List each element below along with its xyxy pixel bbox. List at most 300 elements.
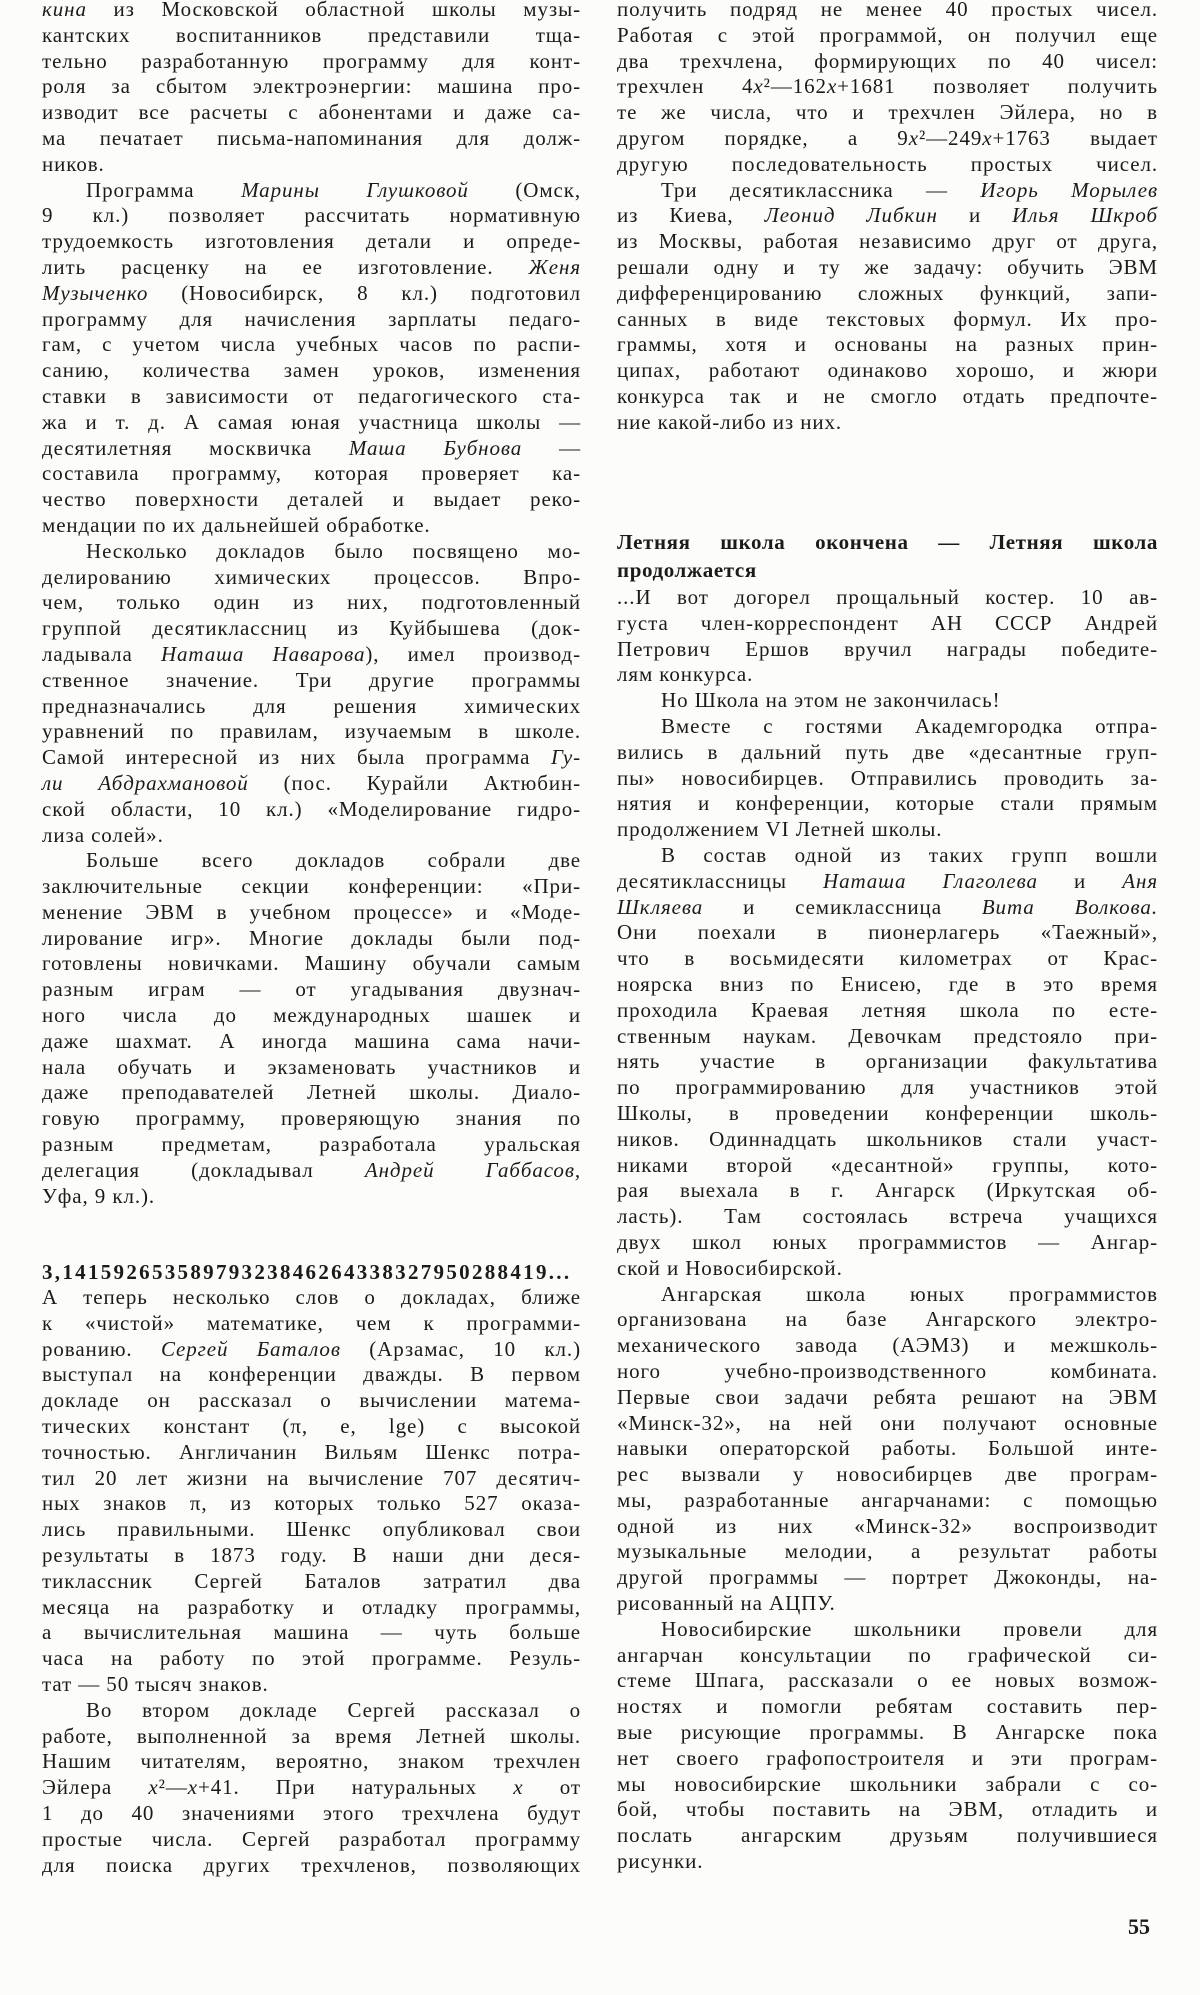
italic-text: Илья Шкроб	[1012, 203, 1158, 228]
text-line	[42, 951, 581, 977]
text-run: Работая с этой программой, он получил еще	[617, 22, 1158, 47]
italic-text: ли Абдрахмановой	[42, 770, 249, 795]
text-run: дифференцированию сложных функций, запи-	[617, 280, 1158, 305]
text-line	[42, 23, 581, 49]
italic-text: Наташа Наварова	[160, 641, 366, 666]
text-run: 9 кл.) позволяет рассчитать нормативную	[42, 203, 581, 228]
text-run: Три десятиклассника —	[661, 177, 981, 202]
text-line	[617, 1565, 1158, 1591]
text-line	[42, 203, 581, 229]
paragraph-first-line	[42, 848, 581, 874]
text-run: другую последовательность простых чисел.	[617, 151, 1158, 176]
text-line	[42, 1724, 581, 1750]
text-line	[42, 642, 581, 668]
text-line	[617, 384, 1158, 410]
text-run: группой десятиклассниц из Куйбышева (док-	[42, 616, 581, 641]
text-run: из Москвы, работая независимо друг от друга,	[617, 229, 1158, 254]
text-line	[617, 1127, 1158, 1153]
text-run: Петрович Ершов вручил награды победите-	[617, 636, 1158, 661]
text-run: нала обучать и экзаменовать участников и	[42, 1054, 581, 1079]
text-line	[617, 229, 1158, 255]
text-run: лям конкурса.	[617, 662, 754, 687]
text-run: и	[1037, 868, 1123, 893]
text-run: два трехчлена, формирующих по 40 чисел:	[617, 48, 1158, 73]
text-run: ного числа до международных шашек и	[42, 1003, 581, 1028]
text-run: +1681 позволяет получить	[837, 74, 1158, 99]
text-run: бой, чтобы поставить на ЭВМ, отладить и	[617, 1797, 1158, 1822]
text-line	[617, 1307, 1158, 1333]
text-run: (Омск,	[468, 177, 582, 202]
text-run: Больше всего докладов собрали две	[86, 848, 581, 873]
text-line	[42, 1311, 581, 1337]
italic-text: Андрей Габбасов,	[364, 1157, 581, 1182]
text-run: к «чистой» математике, чем к программи-	[42, 1310, 581, 1335]
text-run: ного учебно-производственного комбината.	[617, 1358, 1158, 1383]
text-run: организована на базе Ангарского электро-	[617, 1307, 1158, 1332]
text-run: ных знаков π, из которых только 527 оказа-	[42, 1491, 581, 1516]
text-run: менение ЭВМ в учебном процессе» и «Моде-	[42, 899, 581, 924]
text-run: одной из них «Минск-32» воспроизводит	[617, 1513, 1158, 1538]
italic-text: x	[148, 1775, 159, 1800]
text-run: лись правильными. Шенкс опубликовал свои	[42, 1517, 581, 1542]
text-run: что в восьмидесяти километрах от Крас-	[617, 946, 1158, 971]
text-line	[42, 565, 581, 591]
italic-text: x	[982, 125, 993, 150]
text-run: —	[522, 435, 581, 460]
text-run: даже преподавателей Летней школы. Диало-	[42, 1080, 581, 1105]
italic-text: Игорь Морылев	[980, 177, 1158, 202]
text-run: заключительные секции конференции: «При-	[42, 874, 581, 899]
text-run: продолжением VI Летней школы.	[617, 817, 943, 842]
text-run: ников.	[42, 151, 105, 176]
text-run: нять участие в организации факультатива	[617, 1049, 1158, 1074]
text-run: простые числа. Сергей разработал программу	[42, 1826, 581, 1851]
italic-text: Леонид Либкин	[764, 203, 938, 228]
text-line	[617, 972, 1158, 998]
text-line	[42, 1853, 581, 1879]
text-line	[42, 900, 581, 926]
heading-line: 3,14159265358979323846264338327950288419...	[42, 1260, 572, 1284]
text-run: и	[937, 203, 1013, 228]
text-line	[42, 487, 581, 513]
text-line	[42, 281, 581, 307]
text-run: +1763 выдает	[992, 125, 1159, 150]
text-run: работе, выполненной за время Летней школы.	[42, 1723, 581, 1748]
text-line	[617, 869, 1158, 895]
left-column-body-2	[42, 1285, 581, 1878]
text-run: чество поверхности деталей и выдает реко-	[42, 487, 581, 512]
text-line	[42, 1827, 581, 1853]
text-run: результаты в 1873 году. В наши дни деся-	[42, 1542, 581, 1567]
text-run: по программированию для участников этой	[617, 1075, 1158, 1100]
paragraph-first-line	[42, 178, 581, 204]
italic-text: x	[826, 74, 838, 99]
text-line	[42, 152, 581, 178]
text-run: тат — 50 тысяч знаков.	[42, 1671, 269, 1696]
text-line	[617, 126, 1158, 152]
right-column-body-2	[617, 585, 1158, 1875]
text-line	[617, 1385, 1158, 1411]
italic-text: Сергей Баталов	[160, 1336, 341, 1361]
text-run: решали одну и ту же задачу: обучить ЭВМ	[617, 254, 1158, 279]
text-run: Программа	[86, 177, 242, 202]
text-line	[42, 1388, 581, 1414]
text-run: даже шахмат. А иногда машина сама начи-	[42, 1028, 581, 1053]
text-run: тических констант (π, e, lge) с высокой	[42, 1413, 581, 1438]
text-line	[617, 1256, 1158, 1282]
text-run: ской области, 10 кл.) «Моделирование гидро-	[42, 796, 581, 821]
text-run: составила программу, которая проверяет ка-	[42, 461, 581, 486]
text-line	[617, 1694, 1158, 1720]
text-run: ангарчан консультации по графической си-	[617, 1642, 1158, 1667]
text-run: и семиклассница	[703, 894, 982, 919]
text-line	[42, 358, 581, 384]
text-run: ственное значение. Три другие программы	[42, 667, 581, 692]
text-line	[42, 1517, 581, 1543]
text-line	[42, 1003, 581, 1029]
text-line	[42, 1620, 581, 1646]
text-line	[617, 100, 1158, 126]
text-run: от	[523, 1775, 581, 1800]
text-run: ...И вот догорел прощальный костер. 10 ав-	[617, 585, 1158, 609]
text-run: послать ангарским друзьям получившиеся	[617, 1823, 1158, 1848]
text-line	[617, 1411, 1158, 1437]
text-line	[42, 1337, 581, 1363]
text-run: стеме Шпага, рассказали о ее новых возмож-	[617, 1668, 1158, 1693]
text-run: рованию.	[42, 1336, 161, 1361]
text-run: Школы, в проведении конференции школь-	[617, 1100, 1158, 1125]
text-line	[42, 49, 581, 75]
text-run: те же числа, что и трехчлен Эйлера, но в	[617, 100, 1158, 125]
text-run: ставки в зависимости от педагогического ста-	[42, 383, 581, 408]
text-line	[42, 1749, 581, 1775]
text-line	[617, 1539, 1158, 1565]
text-line	[617, 1101, 1158, 1127]
italic-text: x	[753, 74, 764, 99]
text-run: А теперь несколько слов о докладах, ближе	[42, 1285, 581, 1309]
text-run: получить подряд не менее 40 простых чисел.	[617, 0, 1158, 21]
text-run: месяца на разработку и отладку программы,	[42, 1594, 581, 1619]
text-run: чем, только один из них, подготовленный	[42, 590, 581, 615]
text-line	[42, 1595, 581, 1621]
text-run: навыки операторской работы. Большой инте-	[617, 1436, 1158, 1461]
text-line	[617, 152, 1158, 178]
italic-text: Марины Глушковой	[241, 177, 469, 202]
text-run: мы, разработанные ангарчанами: с помощью	[617, 1487, 1158, 1512]
text-run: механического завода (АЭМЗ) и межшколь-	[617, 1333, 1158, 1358]
text-run: готовлены новичками. Машину обучали самым	[42, 951, 581, 976]
text-line	[42, 436, 581, 462]
text-run: (Новосибирск, 8 кл.) подготовил	[148, 280, 581, 305]
text-run: разным предметам, разработала уральская	[42, 1132, 581, 1157]
text-run: делированию химических процессов. Впро-	[42, 564, 581, 589]
text-run: предназначались для решения химических	[42, 693, 581, 718]
text-line	[42, 307, 581, 333]
text-run: «Минск-32», на ней они получают основные	[617, 1410, 1158, 1435]
text-run: трехчлен 4	[617, 74, 754, 99]
paragraph-first-line	[617, 1617, 1158, 1643]
text-line	[617, 1359, 1158, 1385]
text-line	[617, 255, 1158, 281]
text-line	[617, 1153, 1158, 1179]
text-line	[617, 1462, 1158, 1488]
page-number: 55	[1128, 1914, 1150, 1939]
text-line	[42, 977, 581, 1003]
text-line	[42, 1055, 581, 1081]
text-run: Но Школа на этом не закончилась!	[661, 688, 1001, 713]
text-run: лиза солей».	[42, 822, 164, 847]
paragraph-first-line	[617, 178, 1158, 204]
text-run: нет своего графопостроителя и эти програм-	[617, 1745, 1158, 1770]
text-run: лирование игр». Многие доклады были под-	[42, 925, 581, 950]
text-run: ственным наукам. Девочкам предстояло при-	[617, 1023, 1158, 1048]
text-run: 1 до 40 значениями этого трехчлена будут	[42, 1800, 581, 1825]
text-run: пы» новосибирцев. Отправились проводить за-	[617, 765, 1158, 790]
text-run: проходила Краевая летняя школа по есте-	[617, 997, 1158, 1022]
text-run: из Московской областной школы музы-	[86, 0, 581, 21]
text-line	[617, 307, 1158, 333]
text-run: ников. Одиннадцать школьников стали участ-	[617, 1126, 1158, 1151]
italic-text: x	[908, 125, 919, 150]
text-run: ), имел производ-	[365, 641, 581, 666]
text-line	[42, 229, 581, 255]
text-run: ²—162	[763, 74, 827, 99]
text-line	[617, 74, 1158, 100]
text-run: двух школ юных программистов — Ангар-	[617, 1229, 1158, 1254]
text-line	[42, 410, 581, 436]
text-line	[617, 1668, 1158, 1694]
text-line	[617, 791, 1158, 817]
text-line	[42, 1775, 581, 1801]
text-line	[42, 1184, 581, 1210]
text-line	[617, 946, 1158, 972]
text-run: санных в виде текстовых формул. Их про-	[617, 306, 1158, 331]
text-line	[42, 797, 581, 823]
text-run: выступал на конференции дважды. В первом	[42, 1362, 581, 1387]
text-line	[617, 895, 1158, 921]
text-run: изводит все расчеты с абонентами и даже са-	[42, 100, 581, 125]
text-line	[617, 1591, 1158, 1617]
text-line	[42, 1801, 581, 1827]
text-run: лить расценку на ее изготовление.	[42, 254, 529, 279]
text-line	[617, 662, 1158, 688]
text-run: трудоемкость изготовления детали и опреде-	[42, 229, 581, 254]
text-run: вые рисующие программы. В Ангарске пока	[617, 1720, 1158, 1745]
text-line	[617, 1823, 1158, 1849]
text-run: тил 20 лет жизни на вычисление 707 десятич-	[42, 1465, 581, 1490]
text-line	[617, 920, 1158, 946]
text-run: Первые свои задачи ребята решают на ЭВМ	[617, 1384, 1158, 1409]
text-line	[42, 1106, 581, 1132]
text-run: В состав одной из таких групп вошли	[661, 842, 1158, 867]
text-line	[617, 332, 1158, 358]
text-line	[617, 1643, 1158, 1669]
text-run: делегация (докладывал	[42, 1157, 365, 1182]
text-line	[617, 23, 1158, 49]
text-run: конкурса так и не смогло отдать предпочте-	[617, 383, 1158, 408]
text-line	[617, 1720, 1158, 1746]
text-run: уравнений по правилам, изучаемым в школе.	[42, 719, 581, 744]
italic-text: Аня	[1122, 868, 1158, 893]
text-line	[617, 1797, 1158, 1823]
paragraph-first-line	[617, 714, 1158, 740]
text-line	[42, 719, 581, 745]
italic-text: кина	[42, 0, 87, 21]
text-run: ноярска вниз по Енисею, где в это время	[617, 971, 1158, 996]
text-run: ласть). Там состоялась встреча учащихся	[617, 1204, 1158, 1229]
text-line	[42, 1414, 581, 1440]
text-run: ние какой-либо из них.	[617, 409, 843, 434]
italic-text: Наташа Глаголева	[823, 868, 1038, 893]
text-run: +41. При натуральных	[197, 1775, 514, 1800]
text-run: десятилетняя москвичка	[42, 435, 349, 460]
left-column-body-1	[42, 0, 581, 1209]
text-line	[42, 668, 581, 694]
italic-text: Маша Бубнова	[348, 435, 523, 460]
text-line	[42, 694, 581, 720]
italic-text: Вита Волкова.	[981, 894, 1158, 919]
text-run: санию, количества замен уроков, изменения	[42, 358, 581, 383]
text-line	[42, 1132, 581, 1158]
text-line	[617, 585, 1158, 611]
text-run: десятиклассницы	[617, 868, 823, 893]
text-line	[617, 410, 1158, 436]
paragraph-first-line	[617, 843, 1158, 869]
paragraph-first-line	[617, 1282, 1158, 1308]
text-run: граммы, хотя и основаны на разных прин-	[617, 332, 1158, 357]
text-run: роля за сбытом электроэнергии: машина про-	[42, 74, 581, 99]
text-run: докладе он рассказал о вычислении матема-	[42, 1388, 581, 1413]
text-line	[617, 1230, 1158, 1256]
italic-text: Шкляева	[617, 894, 704, 919]
text-run: вились в дальний путь две «десантные груп-	[617, 739, 1158, 764]
text-line	[617, 637, 1158, 663]
section-heading-summer-school	[617, 528, 1158, 584]
text-line	[617, 0, 1158, 23]
text-run: Эйлера	[42, 1775, 149, 1800]
italic-text: Женя	[528, 254, 581, 279]
text-line	[42, 616, 581, 642]
heading-line: Летняя школа окончена — Летняя школа	[617, 530, 1158, 554]
paragraph-first-line	[42, 1698, 581, 1724]
text-run: для поиска других трехчленов, позволяющих	[42, 1852, 581, 1877]
text-line	[42, 1569, 581, 1595]
text-run: никами второй «десантной» группы, кото-	[617, 1152, 1158, 1177]
text-line	[617, 281, 1158, 307]
text-line	[617, 358, 1158, 384]
text-line	[42, 513, 581, 539]
text-run: ²—	[158, 1775, 188, 1800]
text-run: музыкальные мелодии, а результат работы	[617, 1539, 1158, 1564]
text-line	[42, 874, 581, 900]
text-line	[42, 1285, 581, 1311]
text-line	[617, 1024, 1158, 1050]
text-line	[617, 740, 1158, 766]
text-line	[42, 1440, 581, 1466]
text-line	[617, 1204, 1158, 1230]
text-run: Нашим читателям, вероятно, знаком трехчлен	[42, 1749, 581, 1774]
text-line	[42, 745, 581, 771]
italic-text: Гу-	[550, 745, 581, 770]
text-line	[42, 100, 581, 126]
text-line	[42, 771, 581, 797]
text-line	[617, 1333, 1158, 1359]
text-line	[42, 590, 581, 616]
text-run: а вычислительная машина — чуть больше	[42, 1620, 581, 1645]
text-line	[42, 74, 581, 100]
text-run: ма печатает письма-напоминания для долж-	[42, 125, 581, 150]
paragraph-first-line	[42, 539, 581, 565]
text-line	[42, 332, 581, 358]
text-run: Несколько докладов было посвящено мо-	[86, 538, 581, 563]
text-line	[617, 1049, 1158, 1075]
italic-text: Музыченко	[42, 280, 149, 305]
text-run: Самой интересной из них была программа	[42, 745, 551, 770]
text-line	[42, 1029, 581, 1055]
text-line	[617, 998, 1158, 1024]
text-run: ладывала	[42, 641, 161, 666]
text-run: Новосибирские школьники провели для	[661, 1616, 1158, 1641]
text-line	[42, 384, 581, 410]
text-line	[42, 1543, 581, 1569]
text-line	[617, 1178, 1158, 1204]
text-line	[617, 1772, 1158, 1798]
text-run: жа и т. д. А самая юная участница школы —	[42, 409, 581, 434]
text-run: Во втором докладе Сергей рассказал о	[86, 1697, 581, 1722]
text-run: кантских воспитанников представили тща-	[42, 22, 581, 47]
text-run: мы новосибирские школьники забрали с со-	[617, 1771, 1158, 1796]
text-line	[42, 461, 581, 487]
text-run: часа на работу по этой программе. Резуль-	[42, 1646, 581, 1671]
text-run: (Арзамас, 10 кл.)	[340, 1336, 581, 1361]
text-line	[617, 1436, 1158, 1462]
text-run: нятия и конференции, которые стали прямым	[617, 791, 1158, 816]
text-line	[42, 1646, 581, 1672]
text-run: разным играм — от угадывания двузнач-	[42, 977, 581, 1002]
text-run: говую программу, проверяющую знания по	[42, 1106, 581, 1131]
text-run: рес вызвали у новосибирцев две програм-	[617, 1462, 1158, 1487]
text-line	[42, 126, 581, 152]
text-line	[617, 1746, 1158, 1772]
right-column-body-1	[617, 0, 1158, 436]
text-line	[42, 255, 581, 281]
text-line	[42, 1158, 581, 1184]
text-run: гам, с учетом числа учебных часов по распи-	[42, 332, 581, 357]
text-line	[42, 1491, 581, 1517]
text-line	[617, 817, 1158, 843]
heading-line: продолжается	[617, 558, 757, 582]
text-line	[42, 1672, 581, 1698]
text-line	[42, 0, 581, 23]
text-line	[617, 203, 1158, 229]
text-run: тиклассник Сергей Баталов затратил два	[42, 1568, 581, 1593]
text-line	[617, 49, 1158, 75]
text-run: (пос. Курайли Актюбин-	[248, 770, 582, 795]
text-line	[42, 1362, 581, 1388]
text-run: программу для начисления зарплаты педаго-	[42, 306, 581, 331]
italic-text: x	[513, 1775, 524, 1800]
italic-text: x	[187, 1775, 198, 1800]
paragraph-first-line	[617, 688, 1158, 714]
text-line	[617, 1075, 1158, 1101]
text-run: из Киева,	[617, 203, 765, 228]
text-line	[42, 1466, 581, 1492]
text-line	[42, 1080, 581, 1106]
text-run: мендации по их дальнейшей обработке.	[42, 512, 431, 537]
text-run: Уфа, 9 кл.).	[42, 1183, 156, 1208]
text-line	[617, 1849, 1158, 1875]
text-run: ципах, работают одинаково хорошо, и жюри	[617, 358, 1158, 383]
